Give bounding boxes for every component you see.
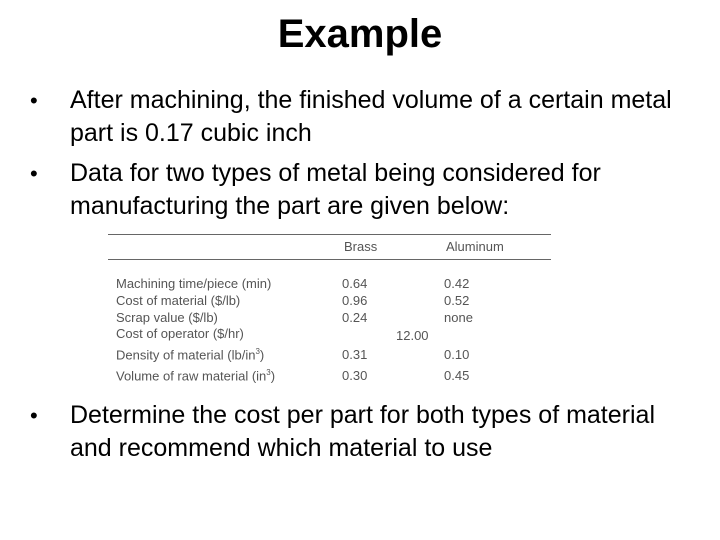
row-label [116,368,275,383]
bullet-item [30,399,700,465]
brass-value: 0.64 [342,276,368,291]
bullet-text: Data for two types of metal being considered for manufacturing the part are given below: [70,159,601,220]
table-row [108,293,552,311]
table-row [108,347,552,365]
bullet-text: After machining, the finished volume of a certain metal part is 0.17 cubic inch [70,86,672,147]
bullet-item [30,157,700,223]
brass-value: 0.96 [342,293,368,308]
row-label: Cost of operator ($/hr) [116,326,244,341]
row-label-text: Density of material (lb/in [116,347,256,363]
row-label: Cost of material ($/lb) [116,293,241,308]
brass-value: 0.31 [342,347,368,362]
metal-data-table [108,232,552,382]
shared-value: 12.00 [396,328,429,343]
bullet-marker: • [30,403,38,428]
row-label [116,347,264,362]
row-label: Scrap value ($/lb) [116,310,218,325]
table-row [108,276,552,294]
row-label-text: Volume of raw material (in [116,368,267,384]
table-header-rule [108,259,551,260]
column-header-aluminum: Aluminum [446,239,504,254]
table-row-shared-value [108,328,552,346]
row-label-close: ) [270,368,276,384]
bullet-marker: • [30,161,38,186]
row-label-exponent: 3 [255,347,260,356]
brass-value: 0.30 [342,368,368,383]
row-label-close: ) [259,347,265,363]
table-top-rule [108,234,551,235]
table-row [108,368,552,386]
aluminum-value: 0.45 [444,368,470,383]
brass-value: 0.24 [342,310,368,325]
bullet-text: Determine the cost per part for both types of material and recommend which material to use [70,401,655,462]
column-header-brass: Brass [344,239,378,254]
aluminum-value: none [444,310,473,325]
aluminum-value: 0.52 [444,293,470,308]
bullet-marker: • [30,88,38,113]
row-label-exponent: 3 [266,368,271,377]
bullet-item [30,84,700,150]
aluminum-value: 0.10 [444,347,470,362]
aluminum-value: 0.42 [444,276,470,291]
slide-title: Example [277,12,443,56]
row-label: Machining time/piece (min) [116,276,272,291]
